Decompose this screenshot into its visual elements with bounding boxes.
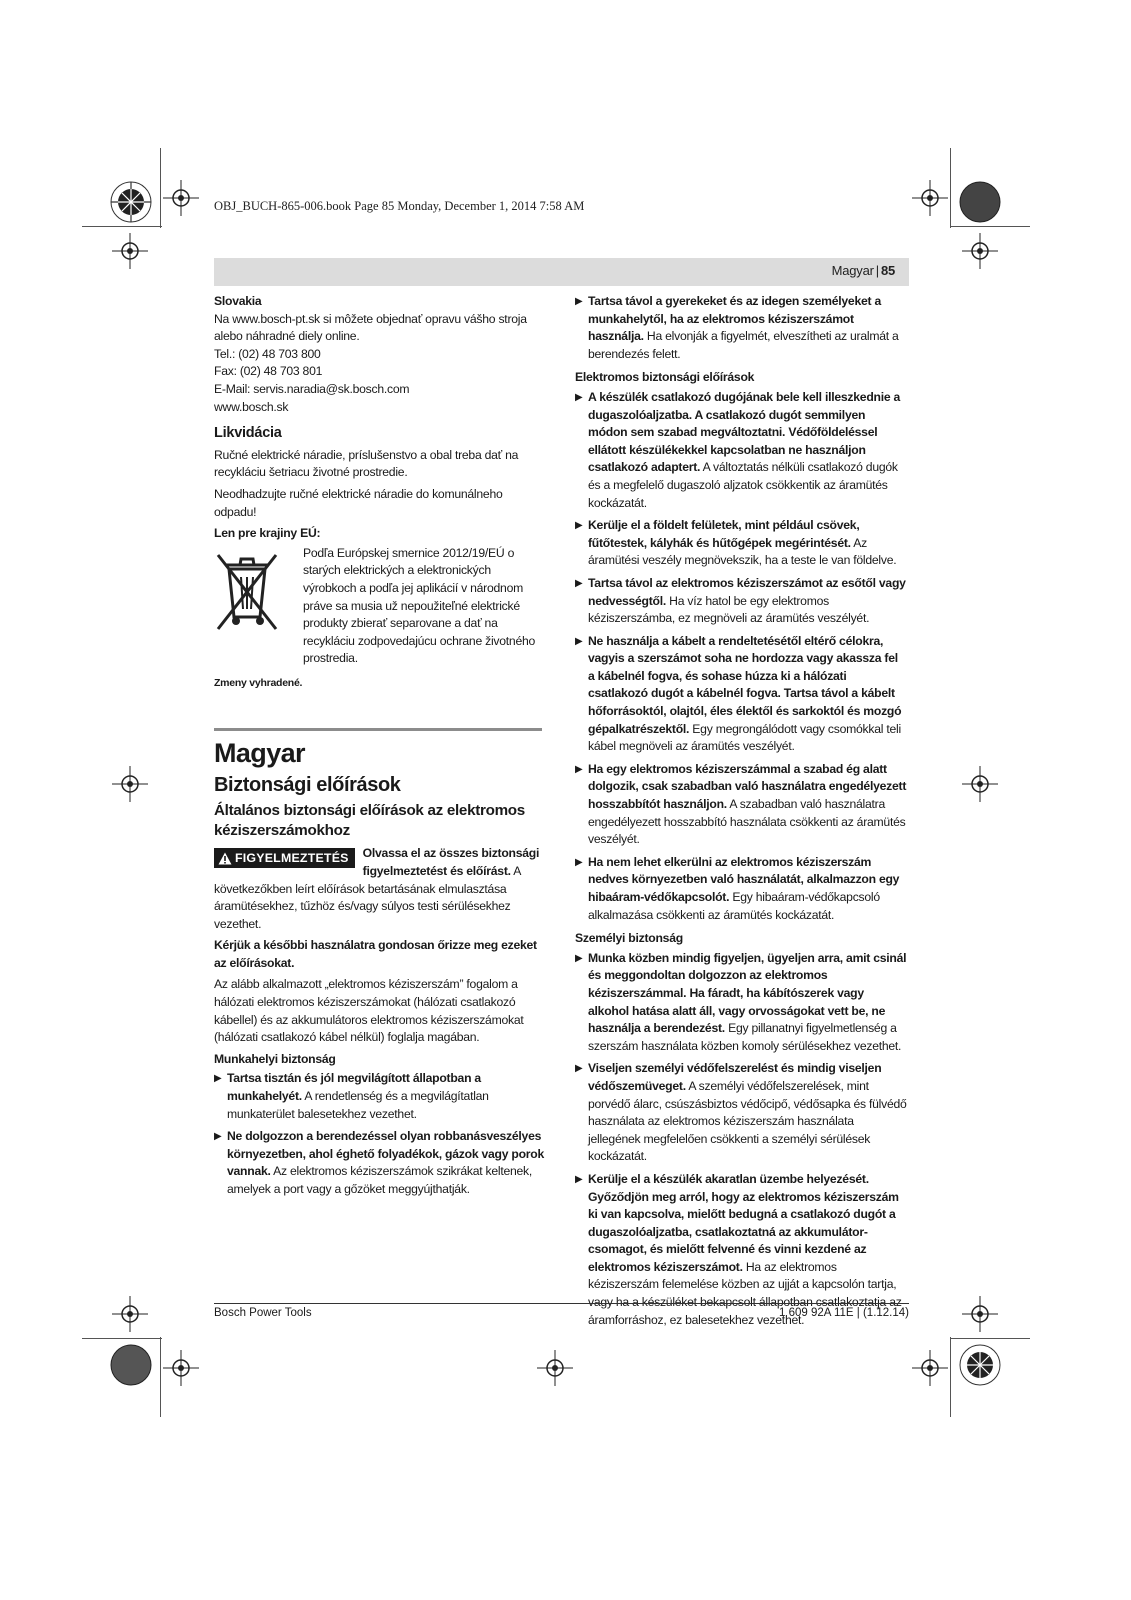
registration-mark-icon (109, 1343, 153, 1387)
crosshair-mark-icon (163, 180, 199, 216)
warning-bold: Olvassa el az összes biztonsági figyelmeztetést és előírást. (362, 846, 540, 878)
registration-mark-icon (958, 1343, 1002, 1387)
list-item (575, 854, 907, 924)
workplace-heading: Munkahelyi biztonság (214, 1051, 336, 1066)
warning-text: A következőkben leírt előírások betartásának elmulasztása áramütésekhez, tűzhöz és/vagy súlyos testi sérülésekhez vezethet. (214, 863, 521, 931)
triangle-right-icon: ▶ (575, 1173, 583, 1185)
item-text: Az áramütési veszély megnövekszik, ha a teste le van földelve. (588, 535, 897, 568)
crosshair-mark-icon (112, 233, 148, 269)
item-text: Ha elvonják a figyelmét, elveszítheti az uralmát a berendezés felett. (588, 329, 899, 361)
list-item (575, 575, 907, 628)
triangle-right-icon: ▶ (575, 577, 583, 589)
list-item (575, 761, 907, 849)
slovakia-line: E-Mail: servis.naradia@sk.bosch.com (214, 381, 410, 396)
warning-badge-label: FIGYELMEZTETÉS (235, 851, 349, 866)
item-text: Ha az elektromos kéziszerszám felemelése közben az ujját a kapcsolón tartja, áramforráshoz, ez balesetekhez vezethet. (588, 1259, 897, 1327)
triangle-right-icon: ▶ (575, 520, 583, 532)
triangle-right-icon: ▶ (214, 1073, 222, 1085)
crop-line (160, 1337, 161, 1417)
crop-line (82, 1338, 162, 1339)
item-text: A személyi védőfelszerelések, mint porvédő álarc, csúszásbiztos védőcipő, védősapka és fülvédő használata az elektromos kéziszerszám használata jellegének megfelelően csökkenti a személyi sérülések kockázatát. (588, 1078, 907, 1164)
list-item (575, 1171, 907, 1329)
keep-instructions: Kérjük a későbbi használatra gondosan őrizze meg ezeket az előírásokat. (214, 938, 537, 970)
list-item (575, 950, 907, 1056)
triangle-right-icon: ▶ (575, 635, 583, 647)
general-safety-title: Általános biztonsági előírások az elektromos kéziszerszámokhoz (214, 802, 525, 840)
item-bold: Ha egy elektromos kéziszerszámmal a szabad ég alatt dolgozik, csak szabadban való használatra engedélyezett hosszabbítót használjon. (588, 761, 907, 812)
crossed-bin-icon (214, 551, 280, 633)
crosshair-mark-icon (962, 766, 998, 802)
list-item (575, 517, 907, 570)
crop-line (950, 1338, 1030, 1339)
item-bold: Ha nem lehet elkerülni az elektromos kéziszerszám nedves környezetben való használatát, alkalmazzon egy hibaáram-védőkapcsolót. (588, 854, 900, 904)
eu-label: Len pre krajiny EÚ: (214, 526, 321, 541)
list-item (214, 1128, 544, 1198)
triangle-right-icon: ▶ (575, 1063, 583, 1075)
crosshair-mark-icon (163, 1350, 199, 1386)
item-bold: Tartsa távol az elektromos kéziszerszámot az esőtől vagy nedvességtől. (588, 575, 906, 608)
slovakia-line: Fax: (02) 48 703 801 (214, 364, 323, 379)
likvidacia-p2: Neodhadzujte ručné elektrické náradie do komunálneho odpadu! (214, 486, 503, 519)
likvidacia-heading: Likvidácia (214, 425, 282, 442)
printer-slug-line: OBJ_BUCH-865-006.book Page 85 Monday, December 1, 2014 7:58 AM (214, 199, 585, 213)
crop-line (950, 148, 951, 228)
item-bold: Kerülje el a földelt felületek, mint például csövek, fűtőtestek, kályhák és hűtőgépek megérintését. (588, 518, 860, 550)
triangle-right-icon: ▶ (214, 1131, 222, 1143)
crop-line (160, 148, 161, 228)
item-text: Ha víz hatol be egy elektromos kéziszerszámba, ez megnöveli az áramütés veszélyét. (588, 593, 870, 626)
list-item (575, 293, 907, 363)
item-bold: Tartsa tisztán és jól megvilágított állapotban a munkahelyét. (227, 1071, 481, 1104)
section-divider (214, 728, 542, 731)
slovakia-heading: Slovakia (214, 294, 262, 308)
right-column (575, 293, 907, 1334)
electric-heading: Elektromos biztonsági előírások (575, 370, 755, 385)
crosshair-mark-icon (912, 180, 948, 216)
item-text: Egy hibaáram-védőkapcsoló alkalmazása csökkenti az áramütés kockázatát. (588, 890, 880, 922)
item-text: A szabadban való használatra engedélyezett hosszabbító használata csökkenti az áramütés veszélyét. (588, 797, 906, 847)
item-text: Egy megrongálódott vagy csomókkal teli kábel megnöveli az áramütés veszélyét. (588, 721, 901, 754)
crop-line (950, 226, 1030, 227)
triangle-right-icon: ▶ (575, 952, 583, 964)
changes-reserved: Zmeny vyhradené. (214, 676, 303, 689)
registration-mark-icon (109, 180, 153, 224)
item-text: Egy pillanatnyi figyelmetlenség a szerszám használata közben komoly sérülésekhez vezethet. (588, 1021, 902, 1053)
left-column (214, 293, 544, 1204)
item-bold: A készülék csatlakozó dugójának bele kell illeszkednie a dugaszolóaljzatba. A csatlakozó dugót semmilyen módon sem szabad megváltoztatni. Védőföldeléssel ellátott készülékekkel kapcsolatban ne használjon csatlakozó adaptert. (588, 389, 901, 475)
item-text: Az elektromos kéziszerszámok szikrákat keltenek, amelyek a port vagy a gőzöket meggyújthatják. (227, 1164, 533, 1196)
item-bold: Ne használja a kábelt a rendeltetésétől eltérő célokra, vagyis a szerszámot soha ne hordozza vagy akassza fel a kábelnél fogva, és sohase húzza ki a hálózati csatlakozó dugót a kábelnél fogva. Tartsa távol a kábelt hőforrásoktól, olajtól, éles élektől és sarkoktól és mozgó gépalkatrészektől. (588, 633, 902, 736)
registration-mark-icon (958, 180, 1002, 224)
header-text (832, 263, 895, 278)
footer-rule (214, 1303, 909, 1304)
slovakia-line: www.bosch.sk (214, 399, 289, 414)
page-header (214, 258, 909, 286)
item-bold: Viseljen személyi védőfelszerelést és mindig viseljen védőszemüveget. (588, 1061, 882, 1093)
item-text: A rendetlenség és a megvilágítatlan munkaterület balesetekhez vezethet. (227, 1089, 489, 1121)
list-item (575, 633, 907, 756)
warning-paragraph (214, 845, 544, 933)
crop-line (950, 1337, 951, 1417)
triangle-right-icon: ▶ (575, 856, 583, 868)
item-bold: Tartsa távol a gyerekeket és az idegen személyeket a munkahelytől, ha az elektromos kéziszerszámot használja. (588, 294, 881, 344)
warning-triangle-icon (218, 852, 232, 865)
crosshair-mark-icon (962, 1296, 998, 1332)
item-bold: Ne dolgozzon a berendezéssel olyan robbanásveszélyes környezetben, ahol éghető folyadékok, gázok vagy porok vannak. (227, 1129, 544, 1179)
list-item (575, 389, 907, 512)
page-number: 85 (880, 263, 895, 278)
crosshair-mark-icon (112, 1296, 148, 1332)
header-section: Magyar (831, 263, 874, 278)
triangle-right-icon: ▶ (575, 763, 583, 775)
triangle-right-icon: ▶ (575, 391, 583, 403)
list-item (214, 1070, 544, 1123)
list-item (575, 1060, 907, 1166)
triangle-right-icon: ▶ (575, 296, 583, 307)
eu-text: Podľa Európskej smernice 2012/19/EÚ o starých elektrických a elektronických výrobkoch a podľa jej aplikácií v národnom práve sa musia už nepoužiteľné elektrické produkty zbierať separovane a dať na recykláciu zodpovedajúcu ochrane životného prostredia. (303, 545, 536, 666)
item-bold: Kerülje el a készülék akaratlan üzembe helyezését. Győződjön meg arról, hogy az elektromos kéziszerszám ki van kapcsolva, mielőtt bedugná a csatlakozó dugót a dugaszolóaljzatba, csatlakoztatná az akkumulátor-csomagot, és mielőtt felvenné és vinni kezdené az elektromos kéziszerszámot. (588, 1171, 899, 1274)
personal-heading: Személyi biztonság (575, 931, 683, 946)
weee-block (214, 545, 544, 675)
crosshair-mark-icon (912, 1350, 948, 1386)
item-bold: Munka közben mindig figyeljen, ügyeljen arra, amit csinál és meggondoltan dolgozzon az elektromos kéziszerszámmal. Ha fáradt, ha kábítószerek vagy alkohol hatása alatt áll, vagy orvosságokat vett be, ne használja a berendezést. (588, 950, 907, 1036)
definition-text: Az alább alkalmazott „elektromos kéziszerszám” fogalom a hálózati elektromos kéziszerszámokat (hálózati csatlakozó kábellel) és az akkumulátoros elektromos kéziszerszámokat (hálózati csatlakozó kábel nélkül) foglalja magában. (214, 977, 524, 1045)
slovakia-text (214, 311, 544, 417)
crosshair-mark-icon (537, 1350, 573, 1386)
slovakia-line: Na www.bosch-pt.sk si môžete objednať opravu vášho stroja alebo náhradné diely online. (214, 311, 527, 344)
item-text: A változtatás nélküli csatlakozó dugók és a megfelelő dugaszoló aljzatok csökkentik az áramütés kockázatát. (588, 460, 898, 510)
footer-doc-number: 1 609 92A 11E | (1.12.14) (778, 1307, 909, 1319)
language-title: Magyar (214, 738, 305, 769)
warning-badge (214, 848, 355, 868)
crosshair-mark-icon (962, 233, 998, 269)
slovakia-line: Tel.: (02) 48 703 800 (214, 346, 321, 361)
crosshair-mark-icon (112, 766, 148, 802)
footer-brand: Bosch Power Tools (214, 1307, 312, 1319)
likvidacia-p1: Ručné elektrické náradie, príslušenstvo a obal treba dať na recykláciu šetriacu životné prostredie. (214, 447, 519, 480)
header-separator: | (875, 263, 879, 278)
crop-line (82, 226, 162, 227)
safety-title: Biztonsági előírások (214, 774, 401, 797)
